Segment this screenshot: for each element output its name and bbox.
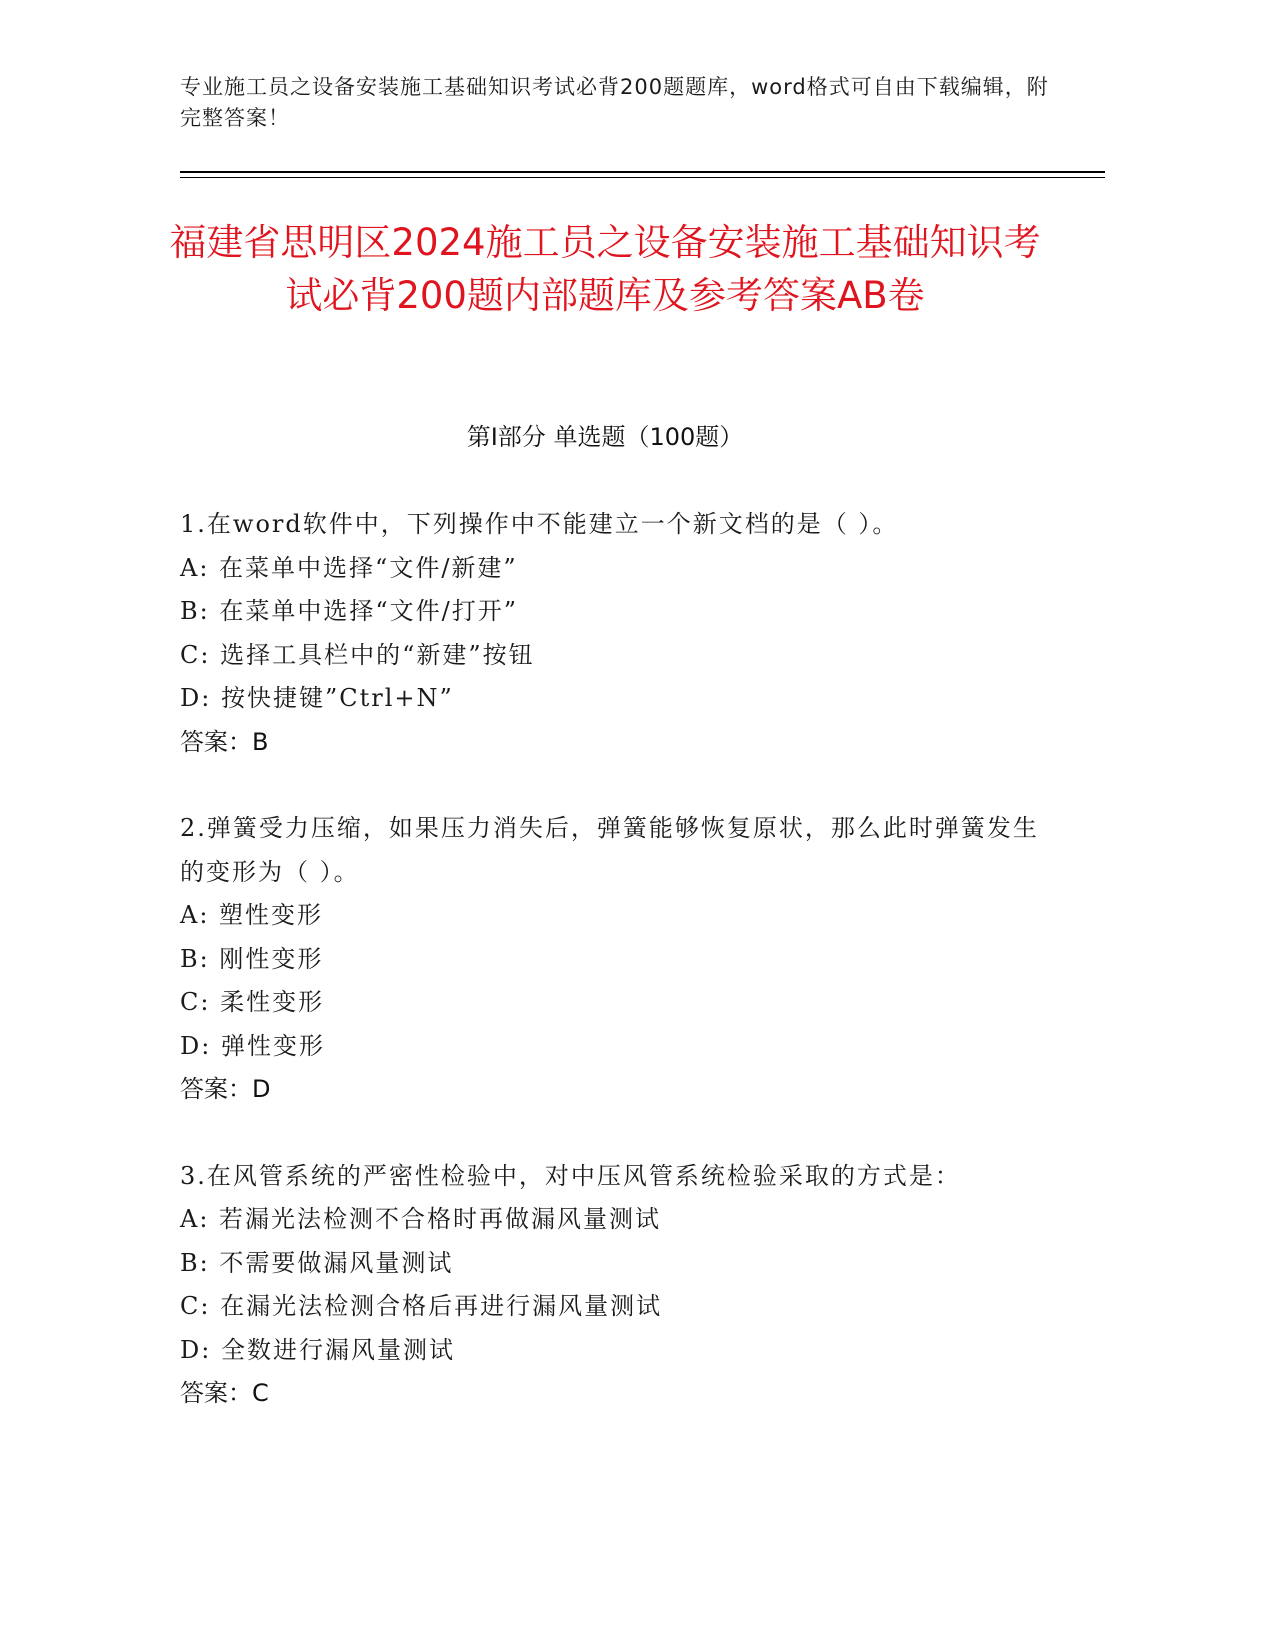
- document-title: 福建省思明区2024施工员之设备安装施工基础知识考试必背200题内部题库及参考答案AB卷: [169, 221, 1041, 317]
- header-note: 专业施工员之设备安装施工基础知识考试必背200题题库，word格式可自由下载编辑，附完整答案！: [180, 75, 1049, 130]
- option-b: B: 在菜单中选择“文件/打开”: [180, 597, 518, 625]
- header-divider-thick: [180, 171, 1105, 173]
- option-d: D: 全数进行漏风量测试: [180, 1335, 455, 1364]
- section-heading: 第I部分 单选题（100题）: [466, 423, 744, 451]
- option-a: A: 在菜单中选择“文件/新建”: [180, 553, 518, 582]
- answer-label: 答案：D: [180, 1075, 271, 1103]
- question-stem: 1.在word软件中，下列操作中不能建立一个新文档的是（ ）。: [180, 510, 899, 538]
- option-a: A: 若漏光法检测不合格时再做漏风量测试: [180, 1205, 662, 1233]
- option-d: D: 弹性变形: [180, 1031, 325, 1060]
- option-b: B: 不需要做漏风量测试: [180, 1248, 454, 1277]
- option-a: A: 塑性变形: [180, 901, 324, 929]
- question-stem: 3.在风管系统的严密性检验中，对中压风管系统检验采取的方式是：: [180, 1161, 961, 1190]
- option-d: D: 按快捷键”Ctrl+N”: [180, 684, 454, 712]
- header-divider-thin: [180, 177, 1105, 178]
- answer-label: 答案：B: [180, 727, 269, 756]
- question-list: [180, 503, 1040, 1459]
- option-c: C: 选择工具栏中的“新建”按钮: [180, 640, 535, 669]
- option-c: C: 柔性变形: [180, 988, 325, 1016]
- option-b: B: 刚性变形: [180, 944, 324, 973]
- question-item: [180, 503, 1040, 764]
- option-c: C: 在漏光法检测合格后再进行漏风量测试: [180, 1292, 663, 1320]
- question-stem: 2.弹簧受力压缩，如果压力消失后，弹簧能够恢复原状，那么此时弹簧发生的变形为（ ）。: [180, 814, 1039, 886]
- question-item: [180, 807, 1040, 1112]
- answer-label: 答案：C: [180, 1379, 269, 1407]
- question-item: [180, 1155, 1040, 1416]
